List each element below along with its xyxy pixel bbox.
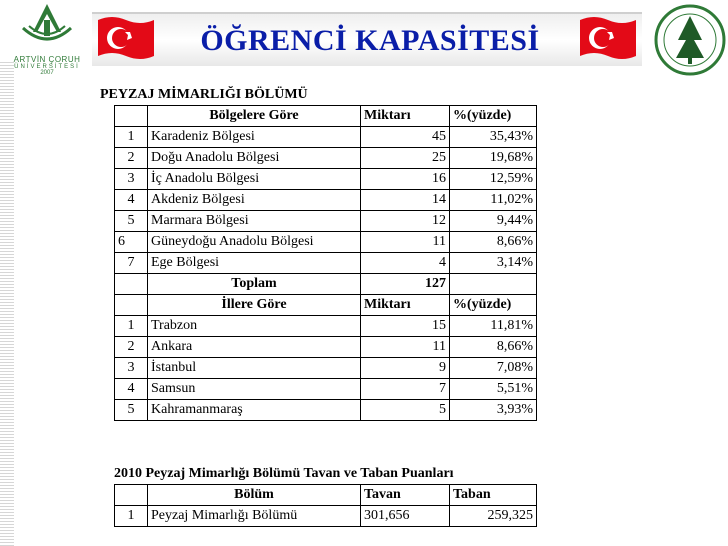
region-name: Doğu Anadolu Bölgesi	[148, 148, 361, 169]
regions-header-row	[115, 106, 537, 127]
capacity-table	[114, 105, 537, 421]
row-number: 3	[115, 169, 148, 190]
table-row	[115, 316, 537, 337]
percent-header: %(yüzde)	[450, 106, 537, 127]
table-row	[115, 253, 537, 274]
table-row	[115, 211, 537, 232]
percent-value: 8,66%	[450, 337, 537, 358]
max-score: 301,656	[361, 506, 450, 527]
department-heading: PEYZAJ MİMARLIĞI BÖLÜMÜ	[100, 87, 308, 102]
amount-value: 14	[361, 190, 450, 211]
row-number: 2	[115, 337, 148, 358]
logo-year: 2007	[40, 70, 54, 76]
percent-value: 19,68%	[450, 148, 537, 169]
city-name: Trabzon	[148, 316, 361, 337]
percent-header: %(yüzde)	[450, 295, 537, 316]
region-name: Akdeniz Bölgesi	[148, 190, 361, 211]
row-number: 5	[115, 211, 148, 232]
cities-group-header: İllere Göre	[148, 295, 361, 316]
amount-value: 9	[361, 358, 450, 379]
row-number: 1	[115, 506, 148, 527]
amount-value: 25	[361, 148, 450, 169]
region-name: İç Anadolu Bölgesi	[148, 169, 361, 190]
amount-value: 4	[361, 253, 450, 274]
row-number: 6	[115, 232, 148, 253]
row-number: 5	[115, 400, 148, 421]
table-row	[115, 232, 537, 253]
percent-value: 12,59%	[450, 169, 537, 190]
logo-university-sub: ÜNİVERSİTESİ	[14, 64, 80, 70]
percent-value: 9,44%	[450, 211, 537, 232]
table-row	[115, 169, 537, 190]
cities-header-row	[115, 295, 537, 316]
percent-value: 3,93%	[450, 400, 537, 421]
dept-name: Peyzaj Mimarlığı Bölümü	[148, 506, 361, 527]
row-number: 3	[115, 358, 148, 379]
row-number: 4	[115, 190, 148, 211]
amount-value: 5	[361, 400, 450, 421]
percent-value: 3,14%	[450, 253, 537, 274]
turkish-flag-icon	[96, 14, 156, 62]
city-name: Ankara	[148, 337, 361, 358]
min-score: 259,325	[450, 506, 537, 527]
university-logo-left	[4, 2, 90, 88]
amount-value: 11	[361, 337, 450, 358]
row-number: 1	[115, 316, 148, 337]
city-name: İstanbul	[148, 358, 361, 379]
percent-value: 8,66%	[450, 232, 537, 253]
percent-value: 5,51%	[450, 379, 537, 400]
row-number: 4	[115, 379, 148, 400]
row-number: 1	[115, 127, 148, 148]
table-row	[115, 127, 537, 148]
percent-value: 7,08%	[450, 358, 537, 379]
amount-header: Miktarı	[361, 106, 450, 127]
region-name: Ege Bölgesi	[148, 253, 361, 274]
table-row	[115, 358, 537, 379]
tree-logo-icon	[17, 2, 77, 52]
table-row	[115, 506, 537, 527]
table-row	[115, 148, 537, 169]
amount-value: 16	[361, 169, 450, 190]
row-number: 2	[115, 148, 148, 169]
amount-value: 7	[361, 379, 450, 400]
amount-header: Miktarı	[361, 295, 450, 316]
regions-group-header: Bölgelere Göre	[148, 106, 361, 127]
left-decorative-stripe	[0, 62, 14, 546]
row-number: 7	[115, 253, 148, 274]
region-name: Marmara Bölgesi	[148, 211, 361, 232]
percent-value: 11,81%	[450, 316, 537, 337]
scores-title: 2010 Peyzaj Mimarlığı Bölümü Tavan ve Taban Puanları	[114, 466, 454, 481]
table-row	[115, 190, 537, 211]
table-row	[115, 379, 537, 400]
total-row	[115, 274, 537, 295]
scores-header-row	[115, 485, 537, 506]
total-value: 127	[361, 274, 450, 295]
faculty-logo-right	[648, 0, 728, 80]
max-header: Tavan	[361, 485, 450, 506]
region-name: Güneydoğu Anadolu Bölgesi	[148, 232, 361, 253]
city-name: Kahramanmaraş	[148, 400, 361, 421]
amount-value: 12	[361, 211, 450, 232]
amount-value: 45	[361, 127, 450, 148]
total-label: Toplam	[148, 274, 361, 295]
table-row	[115, 337, 537, 358]
logo-university-name: ARTVİN ÇORUH	[13, 55, 81, 64]
amount-value: 15	[361, 316, 450, 337]
percent-value: 35,43%	[450, 127, 537, 148]
amount-value: 11	[361, 232, 450, 253]
turkish-flag-icon	[578, 14, 638, 62]
min-header: Taban	[450, 485, 537, 506]
dept-header: Bölüm	[148, 485, 361, 506]
region-name: Karadeniz Bölgesi	[148, 127, 361, 148]
city-name: Samsun	[148, 379, 361, 400]
scores-table	[114, 484, 537, 527]
page-title: ÖĞRENCİ KAPASİTESİ	[200, 24, 540, 57]
percent-value: 11,02%	[450, 190, 537, 211]
table-row	[115, 400, 537, 421]
